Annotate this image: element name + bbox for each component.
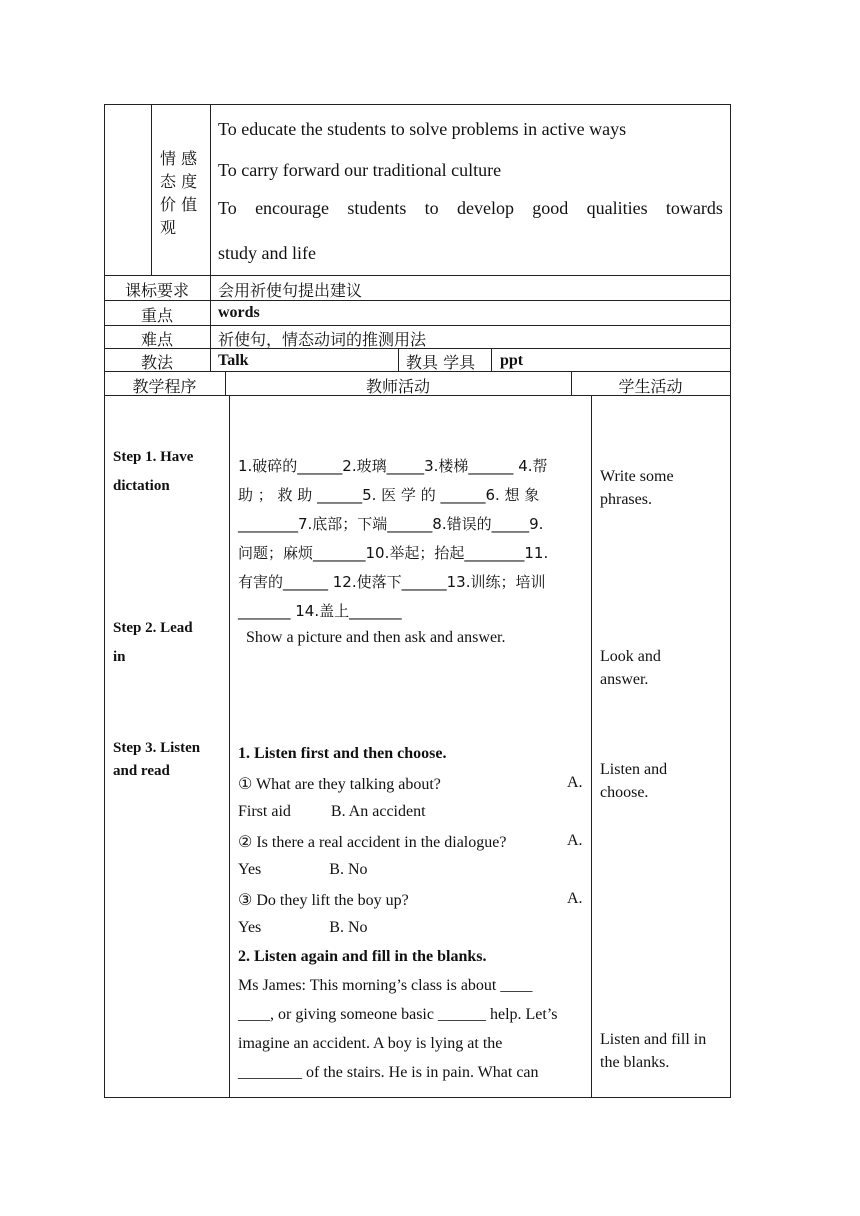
tools-value: ppt xyxy=(500,352,524,369)
tools-label: 教具 学具 xyxy=(406,353,476,372)
student-activity-3: Listen and xyxy=(600,761,668,778)
method-value: Talk xyxy=(218,352,249,369)
standard-value: 会用祈使句提出建议 xyxy=(218,281,363,300)
dictation-line: 有害的______ 12.使落下______13.训练；培训 xyxy=(238,573,546,591)
goal-line-3: To encourage students to develop good qualities towards xyxy=(218,198,723,218)
question-2-options: Yes B. No xyxy=(238,861,368,878)
dictation-line: 1.破碎的______2.玻璃_____3.楼梯______ 4.帮 xyxy=(238,457,548,475)
key-label: 重点 xyxy=(140,306,173,325)
col-divider xyxy=(210,104,211,371)
question-3: ③ Do they lift the boy up? xyxy=(238,892,409,909)
student-activity-2-cont: answer. xyxy=(600,671,649,688)
goals-label-line: 价 值 xyxy=(160,195,198,214)
table-border-top xyxy=(104,104,731,105)
goals-label-line: 态 度 xyxy=(160,172,198,191)
student-activity-1: Write some xyxy=(600,468,674,485)
passage-line: imagine an accident. A boy is lying at the xyxy=(238,1035,503,1052)
dictation-line: ________7.底部；下端______8.错误的_____9. xyxy=(238,515,544,533)
difficult-label: 难点 xyxy=(140,330,173,349)
difficult-value: 祈使句，情态动词的推测用法 xyxy=(218,330,427,349)
key-value: words xyxy=(218,304,260,321)
question-2: ② Is there a real accident in the dialogue? xyxy=(238,834,507,851)
question-2-option-a: A. xyxy=(567,832,583,849)
dictation-line: _______ 14.盖上_______ xyxy=(238,602,402,620)
col-divider xyxy=(491,348,492,371)
dictation-line: 问题；麻烦_______10.举起；抬起________11. xyxy=(238,544,549,562)
step-1-title-cont: dictation xyxy=(113,478,170,494)
step-2-title: Step 2. Lead xyxy=(113,620,193,636)
question-3-option-a: A. xyxy=(567,890,583,907)
student-activity-1-cont: phrases. xyxy=(600,491,652,508)
step-3-title-cont: and read xyxy=(113,763,170,779)
goal-line-4: study and life xyxy=(218,243,316,263)
listen-task-2: 2. Listen again and fill in the blanks. xyxy=(238,948,487,965)
standard-label: 课标要求 xyxy=(124,281,189,300)
question-1-options: First aid B. An accident xyxy=(238,803,426,820)
question-1: ① What are they talking about? xyxy=(238,776,441,793)
method-label: 教法 xyxy=(140,353,173,372)
table-border-right xyxy=(730,104,731,1098)
student-activity-2: Look and xyxy=(600,648,661,665)
student-activity-4: Listen and fill in xyxy=(600,1031,707,1048)
step-3-title: Step 3. Listen xyxy=(113,740,201,756)
col-divider xyxy=(151,104,152,275)
procedure-header: 教学程序 xyxy=(132,377,197,396)
col-divider xyxy=(591,395,592,1097)
goal-line-2: To carry forward our traditional culture xyxy=(218,160,502,180)
goals-label-line: 观 xyxy=(160,218,177,237)
dictation-line: 助 ； 救 助 ______5. 医 学 的 ______6. 想 象 xyxy=(238,486,540,504)
question-3-options: Yes B. No xyxy=(238,919,368,936)
row-divider xyxy=(104,275,731,276)
student-activity-3-cont: choose. xyxy=(600,784,649,801)
goals-label xyxy=(160,147,197,239)
listen-task-1: 1. Listen first and then choose. xyxy=(238,745,447,762)
goals-label-line: 情 感 xyxy=(160,149,198,168)
passage-line: ____, or giving someone basic ______ help. Let’s xyxy=(238,1006,558,1023)
student-activity-4-cont: the blanks. xyxy=(600,1054,670,1071)
lead-in-text: Show a picture and then ask and answer. xyxy=(246,629,506,646)
col-divider xyxy=(229,395,230,1097)
passage-line: ________ of the stairs. He is in pain. What can xyxy=(238,1064,539,1081)
student-header: 学生活动 xyxy=(618,377,683,396)
teacher-header: 教师活动 xyxy=(365,377,430,396)
step-2-title-cont: in xyxy=(113,649,126,665)
goal-line-1: To educate the students to solve problems in active ways xyxy=(218,119,627,139)
question-1-option-a: A. xyxy=(567,774,583,791)
col-divider xyxy=(398,348,399,371)
table-border-bottom xyxy=(104,1097,731,1098)
passage-line: Ms James: This morning’s class is about ____ xyxy=(238,977,533,994)
step-1-title: Step 1. Have xyxy=(113,449,194,465)
table-border-left xyxy=(104,104,105,1098)
